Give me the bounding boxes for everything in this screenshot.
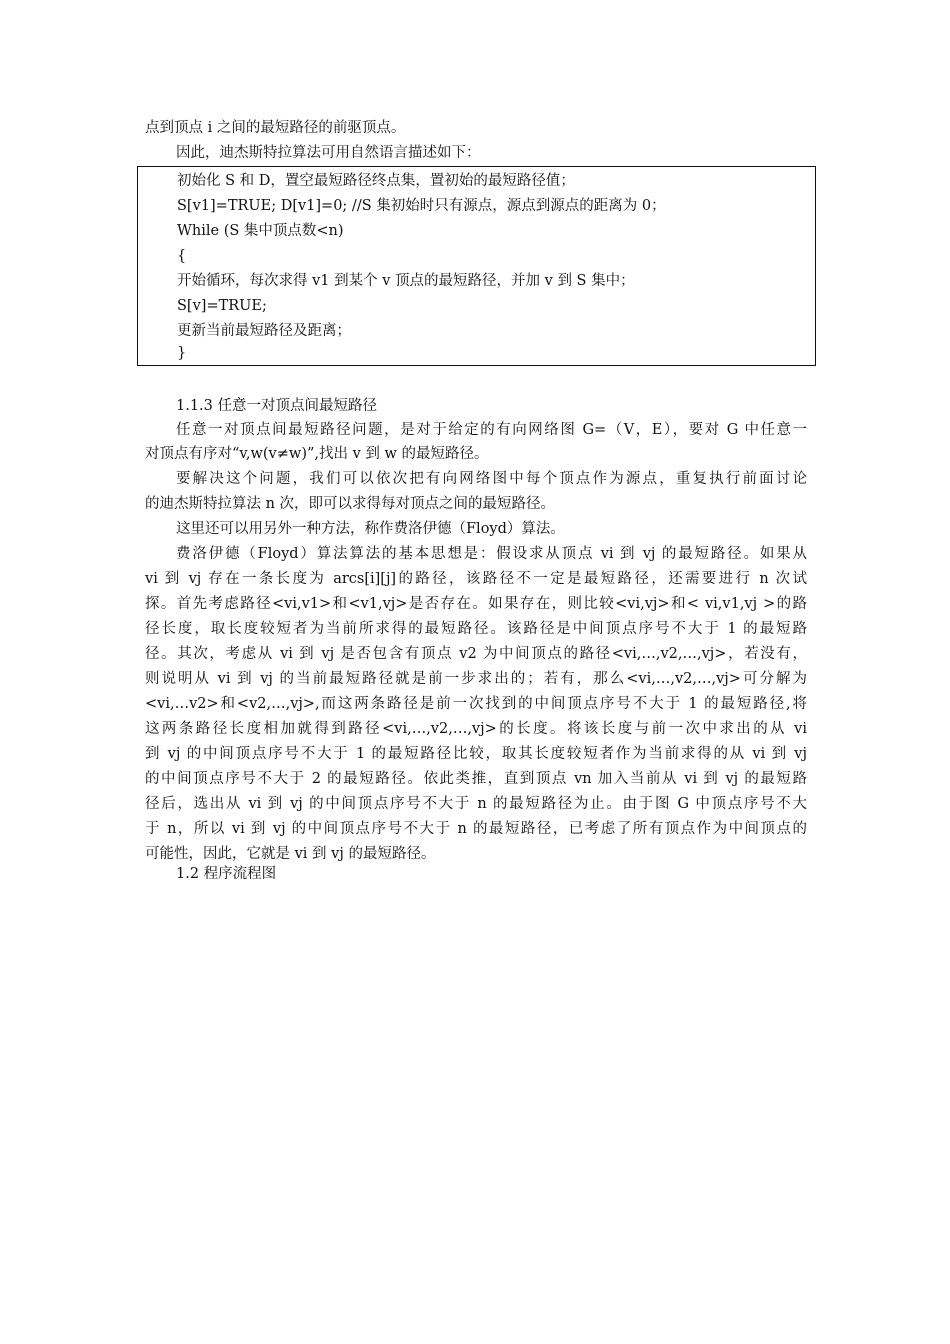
algorithm-line: } [177,345,187,361]
algorithm-line: S[v]=TRUE; [177,298,267,314]
algorithm-line: 初始化 S 和 D，置空最短路径终点集，置初始的最短路径值； [177,173,575,189]
paragraph-line: <vi,…v2>和<v2,…,vj>,而这两条路径是前一次找到的中间顶点序号不大于 1 的最短路径,将 [145,696,807,712]
algorithm-line: 更新当前最短路径及距离； [177,323,351,339]
paragraph-line: 则说明从 vi 到 vj 的当前最短路径就是前一步求出的；若有，那么<vi,…,v2,…,vj>可分解为 [145,671,807,687]
paragraph-line: 径后，选出从 vi 到 vj 的中间顶点序号不大于 n 的最短路径为止。由于图 G 中顶点序号不大 [145,796,807,812]
algorithm-box [137,166,816,366]
algorithm-line: 开始循环，每次求得 v1 到某个 v 顶点的最短路径，并加 v 到 S 集中； [177,273,635,289]
paragraph-line: 径。其次，考虑从 vi 到 vj 是否包含有顶点 v2 为中间顶点的路径<vi,…,v2,…,vj>，若没有， [145,646,807,662]
paragraph-line: 任意一对顶点间最短路径问题，是对于给定的有向网络图 G=（V，E），要对 G 中任意一 [176,422,807,438]
paragraph-line: 可能性，因此，它就是 vi 到 vj 的最短路径。 [145,846,436,862]
section-heading: 1.1.3 任意一对顶点间最短路径 [176,398,378,414]
paragraph-line: 这两条路径长度相加就得到路径<vi,…,v2,…,vj>的长度。将该长度与前一次中求出的从 vi [145,721,807,737]
paragraph-line: 探。首先考虑路径<vi,v1>和<v1,vj>是否存在。如果存在，则比较<vi,vj>和< vi,v1,vj >的路 [145,596,807,612]
algorithm-line: S[v1]=TRUE; D[v1]=0; //S 集初始时只有源点，源点到源点的距离为 0； [177,198,666,214]
algorithm-line: While (S 集中顶点数<n) [177,223,344,239]
paragraph-line: 对顶点有序对“v,w(v≠w)”,找出 v 到 w 的最短路径。 [145,446,489,462]
paragraph-line: 这里还可以用另外一种方法，称作费洛伊德（Floyd）算法。 [176,521,565,537]
paragraph-line: 要解决这个问题，我们可以依次把有向网络图中每个顶点作为源点，重复执行前面讨论 [176,471,807,487]
section-heading: 1.2 程序流程图 [176,866,277,882]
paragraph-line: vi 到 vj 存在一条长度为 arcs[i][j]的路径，该路径不一定是最短路径，还需要进行 n 次试 [145,571,807,587]
paragraph-line: 的迪杰斯特拉算法 n 次，即可以求得每对顶点之间的最短路径。 [145,496,556,512]
paragraph-line: 点到顶点 i 之间的最短路径的前驱顶点。 [145,120,406,136]
paragraph-line: 因此，迪杰斯特拉算法可用自然语言描述如下： [176,145,481,161]
algorithm-line: { [177,248,187,264]
paragraph-line: 到 vj 的中间顶点序号不大于 1 的最短路径比较，取其长度较短者作为当前求得的从 vi 到 vj [145,746,807,762]
paragraph-line: 的中间顶点序号不大于 2 的最短路径。依此类推，直到顶点 vn 加入当前从 vi 到 vj 的最短路 [145,771,807,787]
paragraph-line: 于 n，所以 vi 到 vj 的中间顶点序号不大于 n 的最短路径，已考虑了所有顶点作为中间顶点的 [145,821,807,837]
paragraph-line: 费洛伊德（Floyd）算法算法的基本思想是：假设求从顶点 vi 到 vj 的最短路径。如果从 [176,546,807,562]
paragraph-line: 径长度，取长度较短者为当前所求得的最短路径。该路径是中间顶点序号不大于 1 的最短路 [145,621,807,637]
